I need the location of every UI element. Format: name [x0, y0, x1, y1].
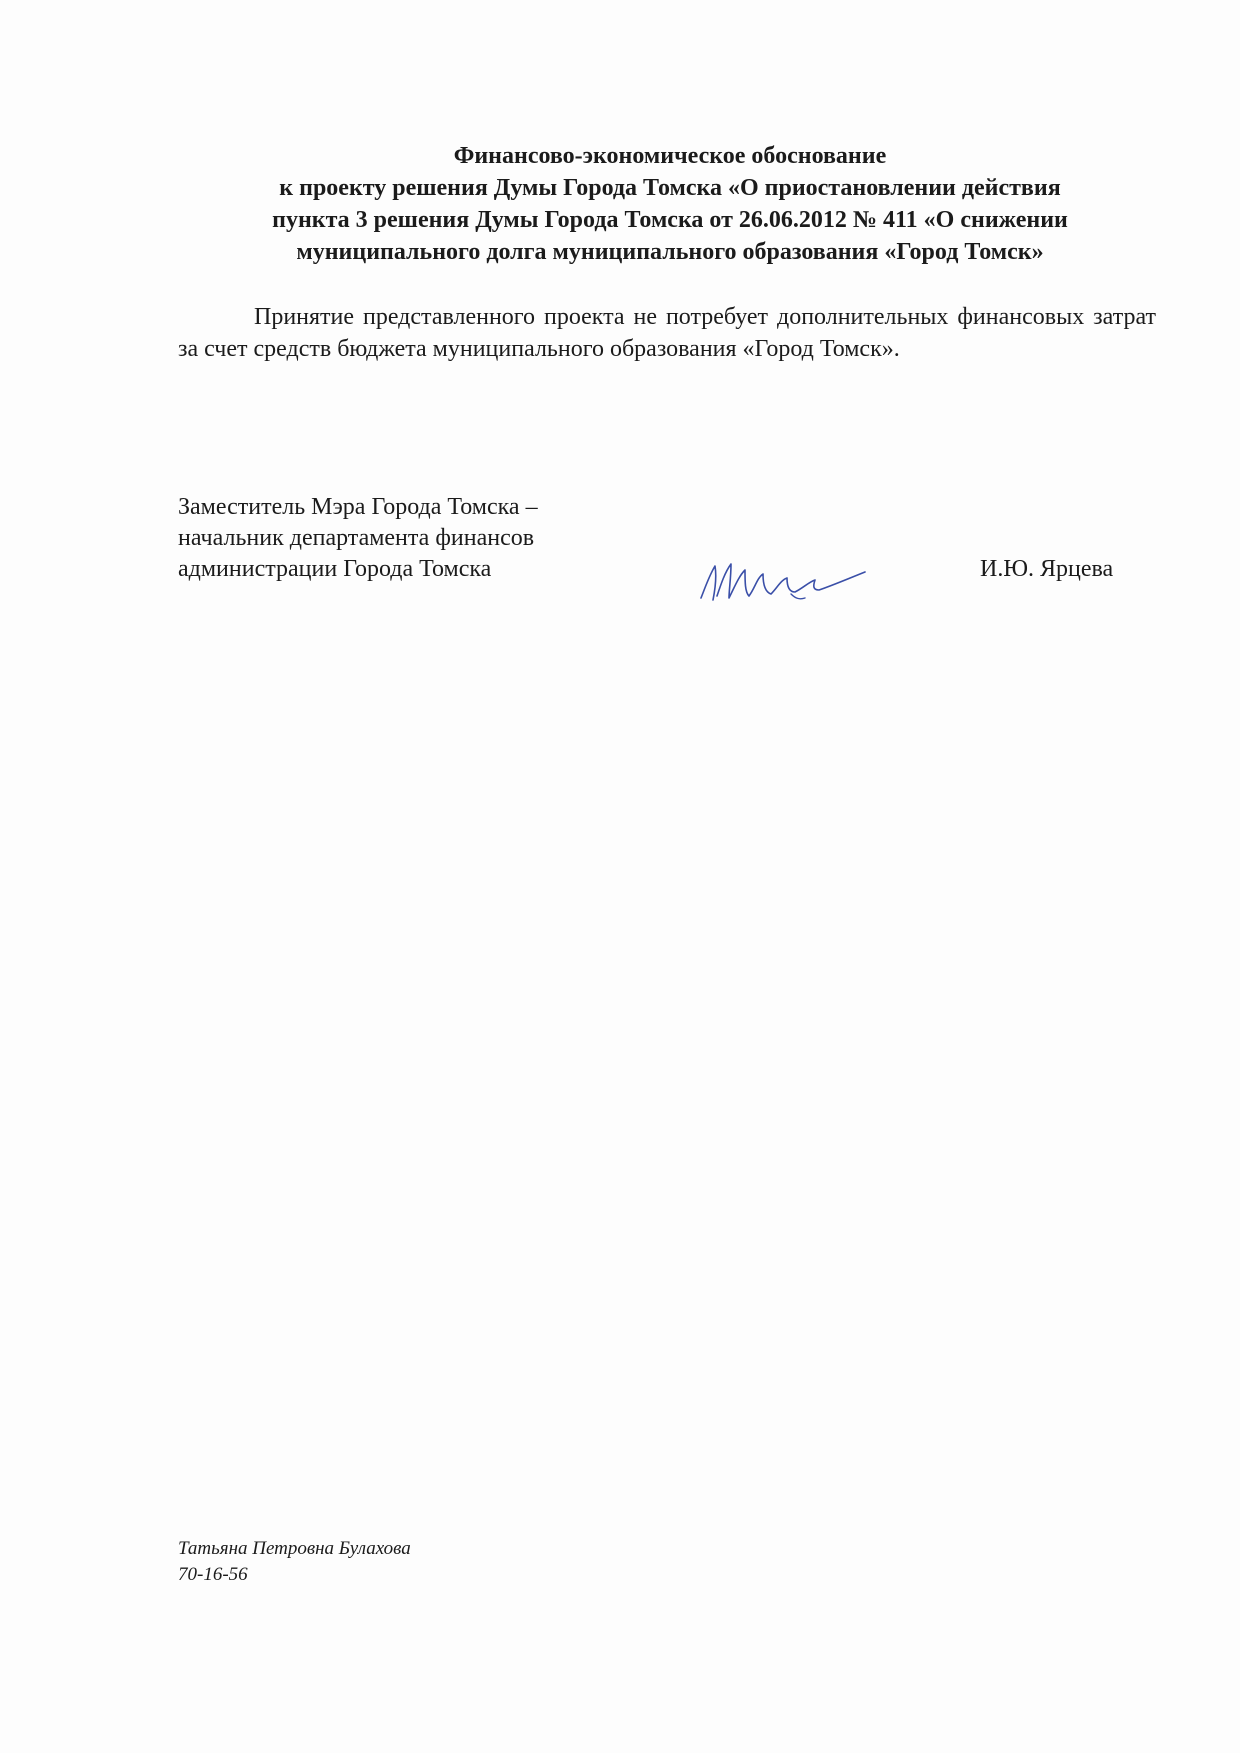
- signatory-position-line-1: Заместитель Мэра Города Томска –: [178, 494, 538, 520]
- executor-name: Татьяна Петровна Булахова: [178, 1538, 411, 1559]
- body-paragraph: Принятие представленного проекта не потребует дополнительных финансовых затрат за счет средств бюджета муниципального образования «Город Томск».: [178, 304, 1156, 362]
- title-line-1: Финансово-экономическое обоснование: [453, 143, 887, 169]
- title-line-3: пункта 3 решения Думы Города Томска от 26.06.2012 № 411 «О снижении: [272, 207, 1068, 233]
- handwritten-signature: [695, 548, 875, 608]
- signatory-position-line-2: начальник департамента финансов: [178, 525, 535, 551]
- executor-info: [178, 1536, 411, 1588]
- signatory-name: И.Ю. Ярцева: [980, 556, 1114, 582]
- title-line-4: муниципального долга муниципального образования «Город Томск»: [296, 239, 1044, 265]
- document-title: [160, 140, 1180, 268]
- executor-phone: 70-16-56: [178, 1564, 248, 1585]
- signatory-position-line-3: администрации Города Томска: [178, 556, 492, 582]
- title-line-2: к проекту решения Думы Города Томска «О приостановлении действия: [279, 175, 1061, 201]
- signatory-position: [178, 492, 538, 585]
